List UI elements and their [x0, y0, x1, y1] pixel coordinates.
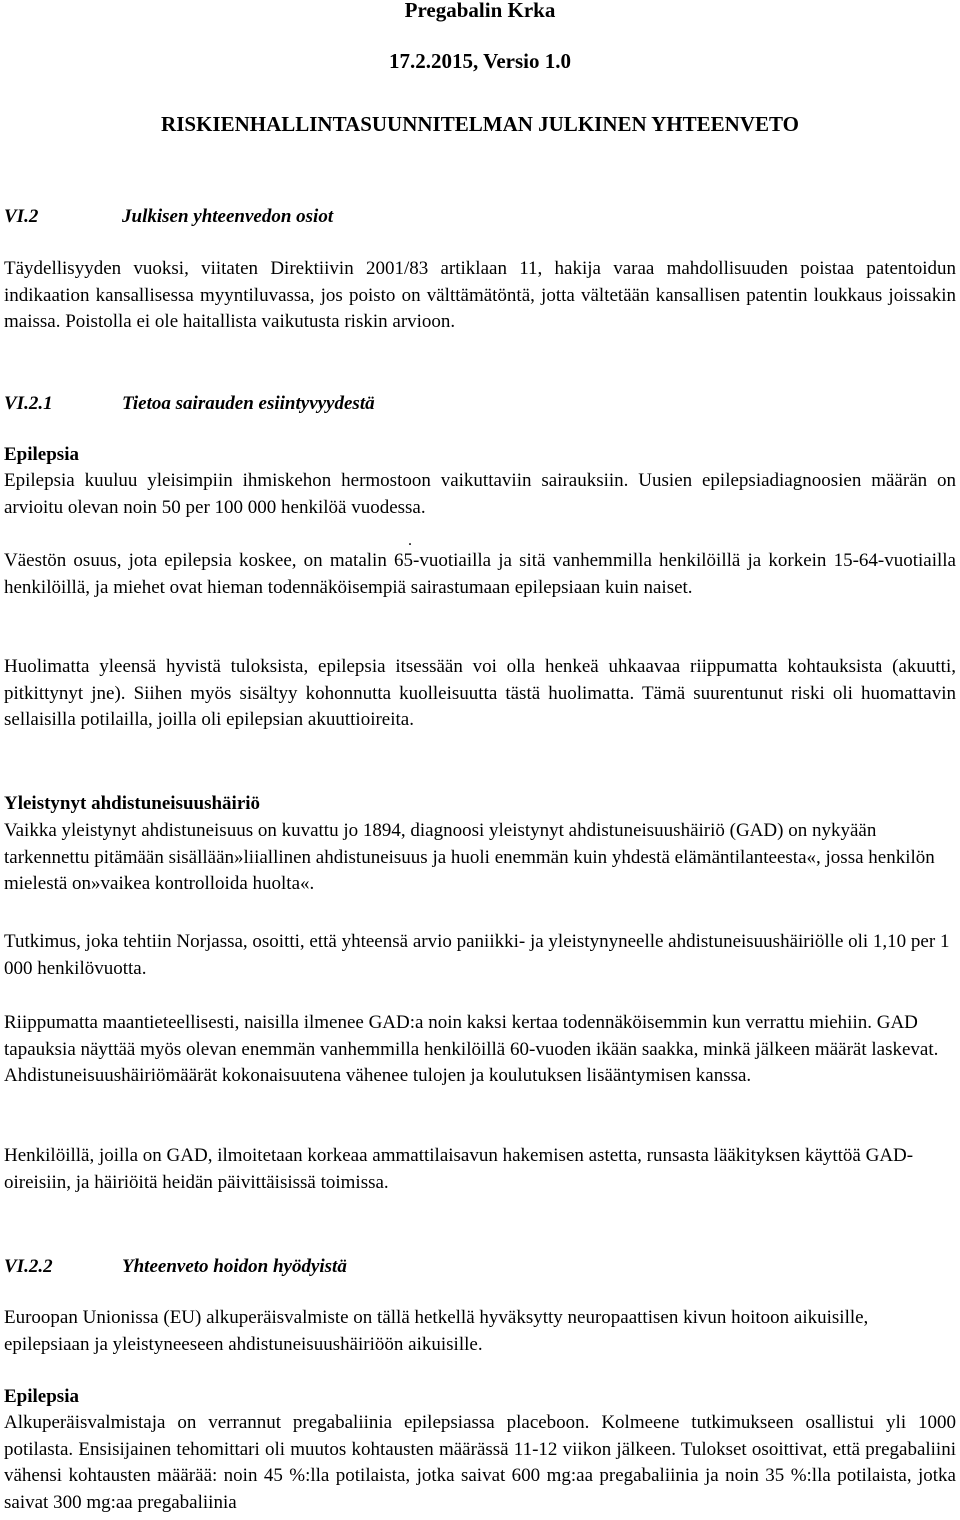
- vi22-paragraph-1: Euroopan Unionissa (EU) alkuperäisvalmiste on tällä hetkellä hyväksytty neuropaattisen kivun hoitoon aikuisille, epilepsiaan ja yleistyneeseen ahdistuneisuushäiriöön aikuisille.: [4, 1307, 869, 1355]
- section-title: Julkisen yhteenvedon osiot: [122, 206, 334, 227]
- stray-mark: .: [408, 532, 412, 549]
- epilepsy-paragraph-1: Epilepsia kuuluu yleisimpiin ihmiskehon hermostoon vaikuttaviin sairauksiin. Uusien epilepsiadiagnoosien määrän on arvioitu olevan noin 50 per 100 000 henkilöä vuodessa.: [4, 470, 956, 518]
- vi22-epilepsy-paragraph: Alkuperäisvalmistaja on verrannut pregabaliinia epilepsiassa placeboon. Kolmeene tutkimukseen osallistui yli 1000 potilasta. Ensisijainen tehomittari oli muutos kohtausten määrässä 11-12 viikon jälkeen. Tulokset osoittivat, että pregabaliini vähensi kohtausten määrää: noin 45 %:lla potilaista, jotka saivat 600 mg:aa pregabaliinia ja noin 35 %:lla potilaista, jotka saivat 300 mg:aa pregabaliinia: [4, 1412, 956, 1513]
- section-title: Yhteenveto hoidon hyödyistä: [122, 1256, 347, 1277]
- section-vi21-heading: [4, 391, 375, 418]
- gad-paragraph-3: Riippumatta maantieteellisesti, naisilla ilmenee GAD:a noin kaksi kertaa todennäköisemmin kun verrattu miehiin. GAD tapauksia näyttää myös olevan enemmän vanhemmilla henkilöillä 60-vuoden ikään saakka, minkä jälkeen määrät laskevat. Ahdistuneisuushäiriömäärät kokonaisuutena vähenee tulojen ja koulutuksen lisääntymisen kanssa.: [4, 1012, 939, 1086]
- date-version: 17.2.2015, Versio 1.0: [388, 49, 571, 73]
- document-title: RISKIENHALLINTASUUNNITELMAN JULKINEN YHTEENVETO: [161, 112, 799, 136]
- vi22-epilepsy-heading: Epilepsia: [4, 1386, 79, 1407]
- product-title: Pregabalin Krka: [404, 0, 556, 22]
- vi2-intro-paragraph: Täydellisyyden vuoksi, viitaten Direktiivin 2001/83 artiklaan 11, hakija varaa mahdollisuuden poistaa patentoidun indikaation kansallisessa myyntiluvassa, jos poisto on välttämätöntä, jotta vältetään kansallisen patentin loukkaus joissakin maissa. Poistolla ei ole haitallista vaikutusta riskin arvioon.: [4, 258, 956, 332]
- gad-paragraph-1: Vaikka yleistynyt ahdistuneisuus on kuvattu jo 1894, diagnoosi yleistynyt ahdistuneisuushäiriö (GAD) on nykyään tarkennettu pitämään sisällään»liiallinen ahdistuneisuus ja huoli enemmän kuin yhdestä elämäntilanteesta«, jossa henkilön mielestä on»vaikea kontrolloida huolta«.: [4, 820, 935, 894]
- epilepsy-paragraph-2: Väestön osuus, jota epilepsia koskee, on matalin 65-vuotiailla ja sitä vanhemmilla henkilöillä ja korkein 15-64-vuotiailla henkilöillä, ja miehet ovat hieman todennäköisempiä sairastumaan epilepsiaan kuin naiset.: [4, 550, 956, 598]
- gad-heading: Yleistynyt ahdistuneisuushäiriö: [4, 793, 261, 814]
- section-number: VI.2.1: [4, 393, 53, 414]
- section-number: VI.2.2: [4, 1256, 53, 1277]
- gad-paragraph-2: Tutkimus, joka tehtiin Norjassa, osoitti, että yhteensä arvio paniikki- ja yleistynyneelle ahdistuneisuushäiriölle oli 1,10 per 1 000 henkilövuotta.: [4, 931, 950, 979]
- section-vi22-heading: [4, 1254, 347, 1281]
- epilepsy-heading: Epilepsia: [4, 444, 79, 465]
- section-vi2-heading: [4, 204, 333, 231]
- gad-paragraph-4: Henkilöillä, joilla on GAD, ilmoitetaan korkeaa ammattilaisavun hakemisen astetta, runsasta lääkityksen käyttöä GAD-oireisiin, ja häiriöitä heidän päivittäisissä toimissa.: [4, 1145, 914, 1193]
- section-title: Tietoa sairauden esiintyvyydestä: [122, 393, 375, 414]
- epilepsy-paragraph-3: Huolimatta yleensä hyvistä tuloksista, epilepsia itsessään voi olla henkeä uhkaavaa riippumatta kohtauksista (akuutti, pitkittynyt jne). Siihen myös sisältyy kohonnutta kuolleisuutta tästä huolimatta. Tämä suurentunut riski oli huomattavin sellaisilla potilailla, joilla oli epilepsian akuuttioireita.: [4, 656, 956, 730]
- section-number: VI.2: [4, 206, 39, 227]
